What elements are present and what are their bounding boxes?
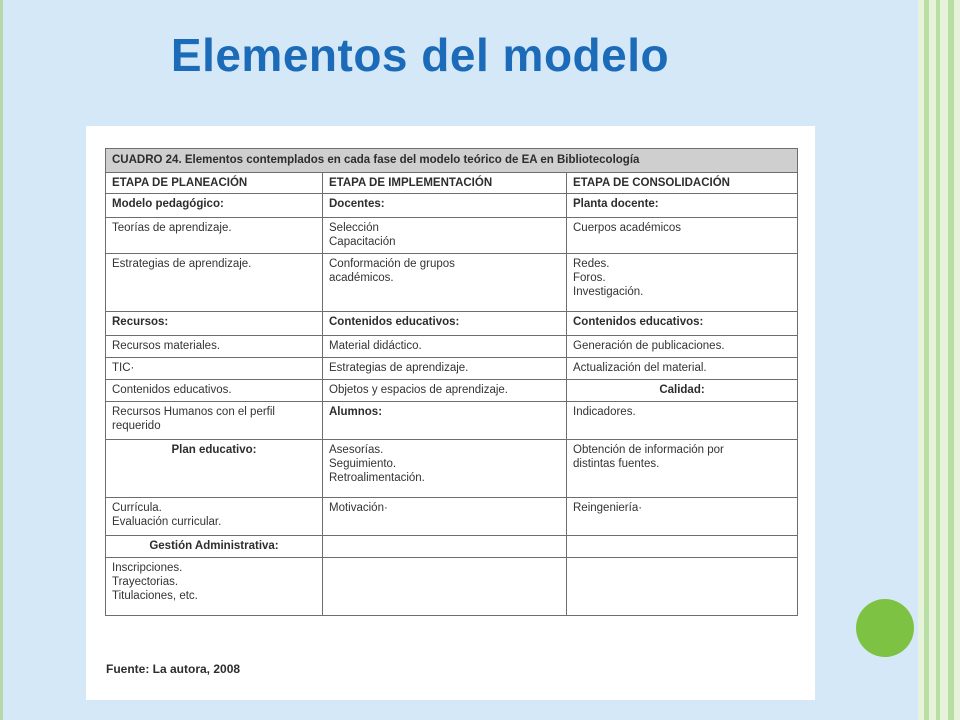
document-image: [86, 126, 815, 700]
side-decoration: [918, 0, 960, 720]
table-cell: Indicadores.: [567, 402, 798, 440]
table-cell: Contenidos educativos:: [323, 312, 567, 336]
elements-table: [105, 148, 798, 616]
table-cell: Selección Capacitación: [323, 218, 567, 254]
table-cell: Actualización del material.: [567, 358, 798, 380]
table-caption-row: [106, 149, 798, 173]
table-cell: Docentes:: [323, 194, 567, 218]
column-header: ETAPA DE PLANEACIÓN: [106, 173, 323, 194]
table-cell: Reingeniería·: [567, 498, 798, 536]
table-cell: Plan educativo:: [106, 440, 323, 498]
table-cell: Calidad:: [567, 380, 798, 402]
table-cell: Asesorías. Seguimiento. Retroalimentación.: [323, 440, 567, 498]
table-cell: Objetos y espacios de aprendizaje.: [323, 380, 567, 402]
table-cell: [567, 536, 798, 558]
table-row: [106, 498, 798, 536]
table-cell: Recursos materiales.: [106, 336, 323, 358]
table-row: [106, 194, 798, 218]
table-row: [106, 218, 798, 254]
table-row: [106, 358, 798, 380]
table-cell: Generación de publicaciones.: [567, 336, 798, 358]
source-note: Fuente: La autora, 2008: [106, 662, 241, 676]
column-header: ETAPA DE CONSOLIDACIÓN: [567, 173, 798, 194]
table-cell: Alumnos:: [323, 402, 567, 440]
column-header: ETAPA DE IMPLEMENTACIÓN: [323, 173, 567, 194]
table-row: [106, 440, 798, 498]
table-row: [106, 536, 798, 558]
table-cell: Recursos Humanos con el perfil requerido: [106, 402, 323, 440]
table-cell: Estrategias de aprendizaje.: [323, 358, 567, 380]
slide-title: Elementos del modelo: [170, 29, 670, 81]
table-cell: Recursos:: [106, 312, 323, 336]
table-header-row: [106, 173, 798, 194]
table-cell: Material didáctico.: [323, 336, 567, 358]
table-cell: Cuerpos académicos: [567, 218, 798, 254]
table-cell: Estrategias de aprendizaje.: [106, 254, 323, 312]
table-cell: Currícula. Evaluación curricular.: [106, 498, 323, 536]
table-row: [106, 558, 798, 616]
table-cell: Planta docente:: [567, 194, 798, 218]
table-cell: Teorías de aprendizaje.: [106, 218, 323, 254]
table-cell: Motivación·: [323, 498, 567, 536]
table-cell: TIC·: [106, 358, 323, 380]
table-cell: Gestión Administrativa:: [106, 536, 323, 558]
table-row: [106, 254, 798, 312]
table-cell: Obtención de información por distintas fuentes.: [567, 440, 798, 498]
table-cell: Modelo pedagógico:: [106, 194, 323, 218]
table-cell: Contenidos educativos.: [106, 380, 323, 402]
decorative-circle: [856, 599, 914, 657]
table-cell: Inscripciones. Trayectorias. Titulaciones, etc.: [106, 558, 323, 616]
table-caption: CUADRO 24. Elementos contemplados en cada fase del modelo teórico de EA en Bibliotecología: [106, 149, 798, 173]
table-row: [106, 402, 798, 440]
table-cell: [323, 536, 567, 558]
table-cell: [567, 558, 798, 616]
table-row: [106, 312, 798, 336]
table-row: [106, 380, 798, 402]
table-row: [106, 336, 798, 358]
table-cell: Contenidos educativos:: [567, 312, 798, 336]
table-cell: Redes. Foros. Investigación.: [567, 254, 798, 312]
table-cell: Conformación de grupos académicos.: [323, 254, 567, 312]
table-cell: [323, 558, 567, 616]
